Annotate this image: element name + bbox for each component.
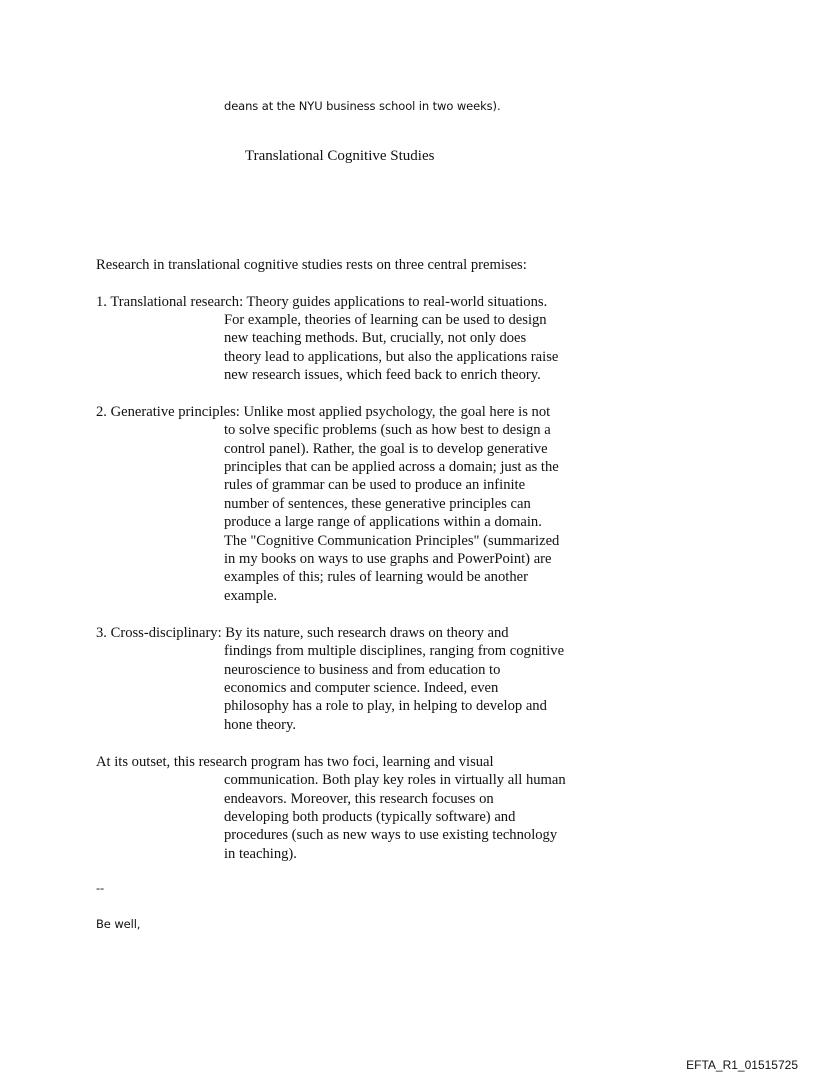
- premise-line: principles that can be applied across a domain; just as the: [224, 459, 559, 475]
- premise-line: examples of this; rules of learning would be another: [224, 569, 528, 585]
- premise-line: neuroscience to business and from education to: [224, 662, 501, 678]
- premise-line: economics and computer science. Indeed, even: [224, 680, 499, 696]
- opening-sentence: Research in translational cognitive studies rests on three central premises:: [96, 257, 527, 273]
- signoff: Be well,: [96, 917, 141, 931]
- document-id: EFTA_R1_01515725: [686, 1058, 798, 1072]
- premise-line: produce a large range of applications within a domain.: [224, 514, 542, 530]
- premise-line: theory lead to applications, but also the applications raise: [224, 349, 559, 365]
- paragraph-line: in teaching).: [224, 846, 297, 862]
- premise-line: in my books on ways to use graphs and PowerPoint) are: [224, 551, 552, 567]
- premise-line: new research issues, which feed back to enrich theory.: [224, 367, 541, 383]
- premise-line: hone theory.: [224, 717, 296, 733]
- paragraph-line: developing both products (typically software) and: [224, 809, 516, 825]
- document-title: Translational Cognitive Studies: [245, 148, 435, 164]
- premise-line: 1. Translational research: Theory guides applications to real-world situations.: [96, 294, 548, 310]
- premise-line: For example, theories of learning can be used to design: [224, 312, 547, 328]
- premise-line: example.: [224, 588, 278, 604]
- paragraph-line: At its outset, this research program has two foci, learning and visual: [96, 754, 494, 770]
- paragraph-line: communication. Both play key roles in virtually all human: [224, 772, 566, 788]
- paragraph-line: procedures (such as new ways to use existing technology: [224, 827, 558, 843]
- premise-line: number of sentences, these generative principles can: [224, 496, 531, 512]
- premise-line: The "Cognitive Communication Principles" (summarized: [224, 533, 560, 549]
- intro-line: deans at the NYU business school in two weeks).: [224, 99, 501, 113]
- premise-line: philosophy has a role to play, in helping to develop and: [224, 698, 547, 714]
- separator: --: [96, 881, 105, 895]
- premise-line: findings from multiple disciplines, ranging from cognitive: [224, 643, 565, 659]
- premise-line: rules of grammar can be used to produce an infinite: [224, 477, 526, 493]
- premise-line: 2. Generative principles: Unlike most applied psychology, the goal here is not: [96, 404, 551, 420]
- premise-line: 3. Cross-disciplinary: By its nature, such research draws on theory and: [96, 625, 509, 641]
- paragraph-line: endeavors. Moreover, this research focuses on: [224, 791, 494, 807]
- premise-line: new teaching methods. But, crucially, not only does: [224, 330, 527, 346]
- premise-line: to solve specific problems (such as how best to design a: [224, 422, 551, 438]
- premise-line: control panel). Rather, the goal is to develop generative: [224, 441, 548, 457]
